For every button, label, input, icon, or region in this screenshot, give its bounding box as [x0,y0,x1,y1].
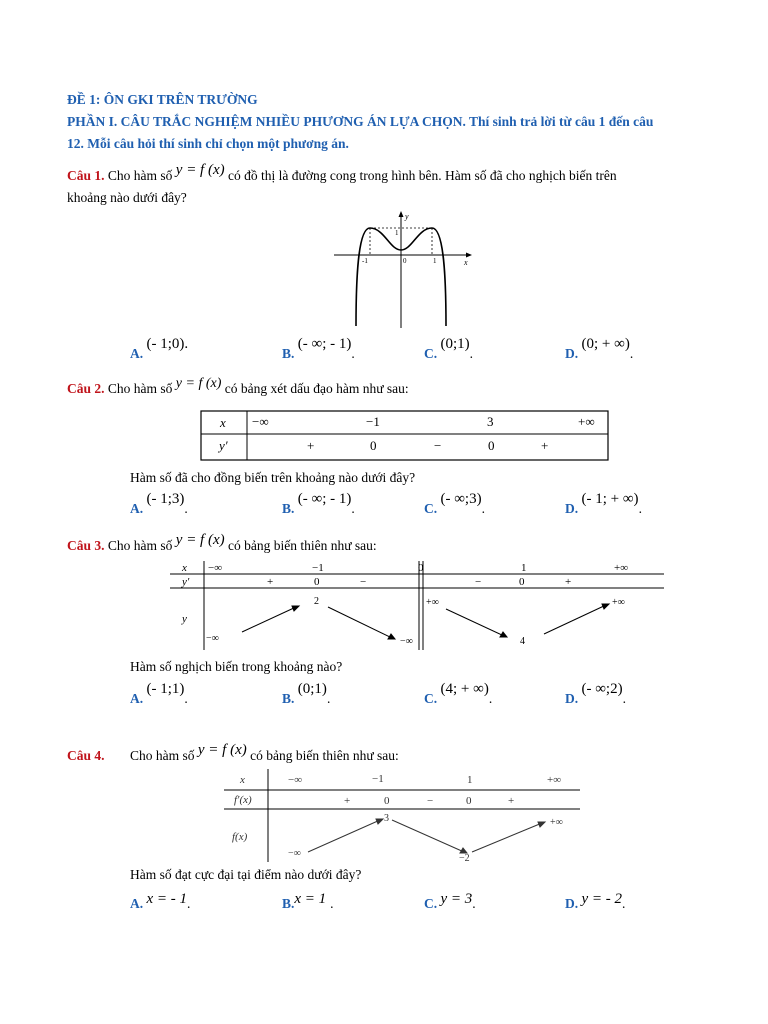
table-cell: − [475,576,482,588]
option-letter: B. [282,346,295,361]
option-c[interactable] [424,336,474,361]
y-axis-label: y [405,212,409,221]
option-letter: B. [282,501,295,516]
option-text: (0;1) [297,681,327,697]
option-letter: D. [565,501,579,516]
sign-table [200,410,610,462]
option-b[interactable] [282,681,331,706]
question-text: Cho hàm số [107,538,173,553]
table-cell: −1 [366,414,380,429]
table-cell: 0 [314,576,320,588]
question-3-prompt: Hàm số nghịch biến trong khoảng nào? [130,659,343,674]
option-text: y = 3 [440,891,473,907]
option-text: x = 1 [294,891,327,907]
variation-table [222,768,584,864]
option-letter: D. [565,691,579,706]
table-cell: f(x) [232,831,248,843]
option-dot: . [351,501,355,516]
table-cell: f′(x) [234,794,252,806]
table-cell: y′ [219,438,228,453]
option-dot: . [326,691,331,706]
option-letter: C. [424,501,438,516]
table-cell: 0 [418,562,424,574]
question-text: Cho hàm số [107,381,173,396]
table-cell: +∞ [547,774,562,786]
table-cell: 1 [467,774,473,786]
table-cell: y [182,613,187,625]
option-letter: C. [424,691,438,706]
x-axis-label: x [464,258,468,267]
table-cell: −∞ [288,774,303,786]
option-letter: D. [565,346,579,361]
option-text: (- 1;3) [146,491,185,507]
table-value: +∞ [426,597,439,608]
option-dot: . [472,896,476,911]
function-notation: y = f (x) [175,532,225,548]
table-cell: y′ [182,576,190,588]
question-3 [67,532,377,555]
question-4 [67,748,105,764]
option-dot: . [184,501,188,516]
function-notation: y = f (x) [175,376,222,391]
option-dot: . [622,896,626,911]
table-cell: 0 [370,438,377,453]
question-text: Cho hàm số [107,168,173,183]
table-cell: + [565,576,572,588]
table-cell: 3 [487,414,494,429]
variation-table [168,560,668,652]
option-dot: . [488,691,493,706]
table-cell: − [360,576,367,588]
option-letter: B. [282,691,295,706]
table-value: 3 [384,813,389,824]
tick-label: -1 [362,257,368,265]
table-cell: 0 [384,795,390,807]
option-text: (0;1) [440,336,470,352]
option-text: (- 1;1) [146,681,185,697]
option-dot: . [184,691,188,706]
option-text: (- 1;0). [146,336,189,352]
option-a[interactable] [130,893,190,910]
option-letter: B. [282,896,295,911]
option-letter: C. [424,896,438,911]
table-cell: −1 [312,562,324,574]
option-text: (- ∞; - 1) [297,491,352,507]
option-letter: A. [130,691,144,706]
question-2-prompt: Hàm số đã cho đồng biến trên khoảng nào dưới đây? [130,470,416,485]
option-text: (- ∞;2) [581,681,623,697]
tick-label: 0 [403,257,407,265]
question-text: có bảng biến thiên như sau: [250,748,399,763]
question-text: có bảng xét dấu đạo hàm như sau: [224,381,409,396]
option-letter: A. [130,501,144,516]
option-text: x = - 1 [146,891,188,907]
question-4-text [130,742,399,765]
part-heading-line2: 12. Mỗi câu hỏi thí sinh chỉ chọn một phương án. [67,136,349,151]
table-value: −∞ [288,848,301,859]
table-value: −∞ [400,636,413,647]
question-1 [67,162,617,185]
option-letter: A. [130,346,144,361]
option-a[interactable] [130,681,188,706]
question-label: Câu 1. [67,168,105,183]
table-value: 4 [520,636,525,647]
option-dot: . [469,346,474,361]
table-cell: + [508,795,515,807]
option-b[interactable] [282,336,355,361]
option-text: (- ∞; - 1) [297,336,352,352]
part-heading-line1: PHẦN I. CÂU TRẮC NGHIỆM NHIỀU PHƯƠNG ÁN LỰA CHỌN. Thí sinh trả lời từ câu 1 đến câu [67,114,654,129]
table-value: +∞ [612,597,625,608]
question-label: Câu 2. [67,381,105,396]
option-d[interactable] [565,491,642,516]
table-value: +∞ [550,817,563,828]
option-text: (4; + ∞) [440,681,489,697]
option-b[interactable] [282,893,334,910]
question-label: Câu 4. [67,748,105,763]
option-dot: . [187,896,191,911]
option-text: (- ∞;3) [440,491,482,507]
option-letter: C. [424,346,438,361]
question-1-line2: khoảng nào dưới đây? [67,190,187,205]
table-cell: + [344,795,351,807]
option-dot: . [629,346,634,361]
table-cell: − [427,795,434,807]
table-cell: 0 [519,576,525,588]
table-cell: + [541,438,549,453]
question-label: Câu 3. [67,538,105,553]
table-cell: + [267,576,274,588]
table-cell: +∞ [578,414,595,429]
question-text: Cho hàm số [130,748,195,763]
function-notation: y = f (x) [175,162,225,178]
question-text: có đồ thị là đường cong trong hình bên. Hàm số đã cho nghịch biến trên [228,168,617,183]
question-2 [67,376,409,398]
function-graph [332,208,474,330]
option-c[interactable] [424,491,485,516]
table-cell: − [434,438,442,453]
option-d[interactable] [565,336,634,361]
option-letter: D. [565,896,579,911]
option-dot: . [330,896,334,911]
table-cell: −∞ [252,414,269,429]
option-a[interactable] [130,336,189,361]
option-a[interactable] [130,491,188,516]
question-text: có bảng biến thiên như sau: [228,538,377,553]
option-c[interactable] [424,893,476,910]
tick-label: 1 [433,257,437,265]
table-cell: x [240,774,245,786]
tick-label: 1 [395,229,399,237]
table-cell: + [307,438,315,453]
exam-title: ĐỀ 1: ÔN GKI TRÊN TRƯỜNG [67,92,258,107]
table-value: −2 [459,853,470,864]
table-cell: 1 [521,562,527,574]
option-c[interactable] [424,681,493,706]
table-cell: 0 [488,438,495,453]
table-cell: 0 [466,795,472,807]
option-dot: . [638,501,642,516]
option-d[interactable] [565,893,625,910]
table-value: −∞ [206,633,219,644]
option-letter: A. [130,896,144,911]
option-b[interactable] [282,491,355,516]
table-cell: −1 [372,773,384,785]
question-4-prompt: Hàm số đạt cực đại tại điểm nào dưới đây? [130,867,362,882]
table-value: 2 [314,596,319,607]
option-text: (- 1; + ∞) [581,491,639,507]
option-dot: . [481,501,485,516]
table-cell: x [182,562,187,574]
table-cell: −∞ [208,562,223,574]
option-dot: . [351,346,355,361]
option-d[interactable] [565,681,626,706]
option-text: y = - 2 [581,891,623,907]
function-notation: y = f (x) [197,742,247,758]
table-cell: x [220,415,226,430]
table-cell: +∞ [614,562,629,574]
option-dot: . [622,691,626,706]
option-text: (0; + ∞) [581,336,630,352]
